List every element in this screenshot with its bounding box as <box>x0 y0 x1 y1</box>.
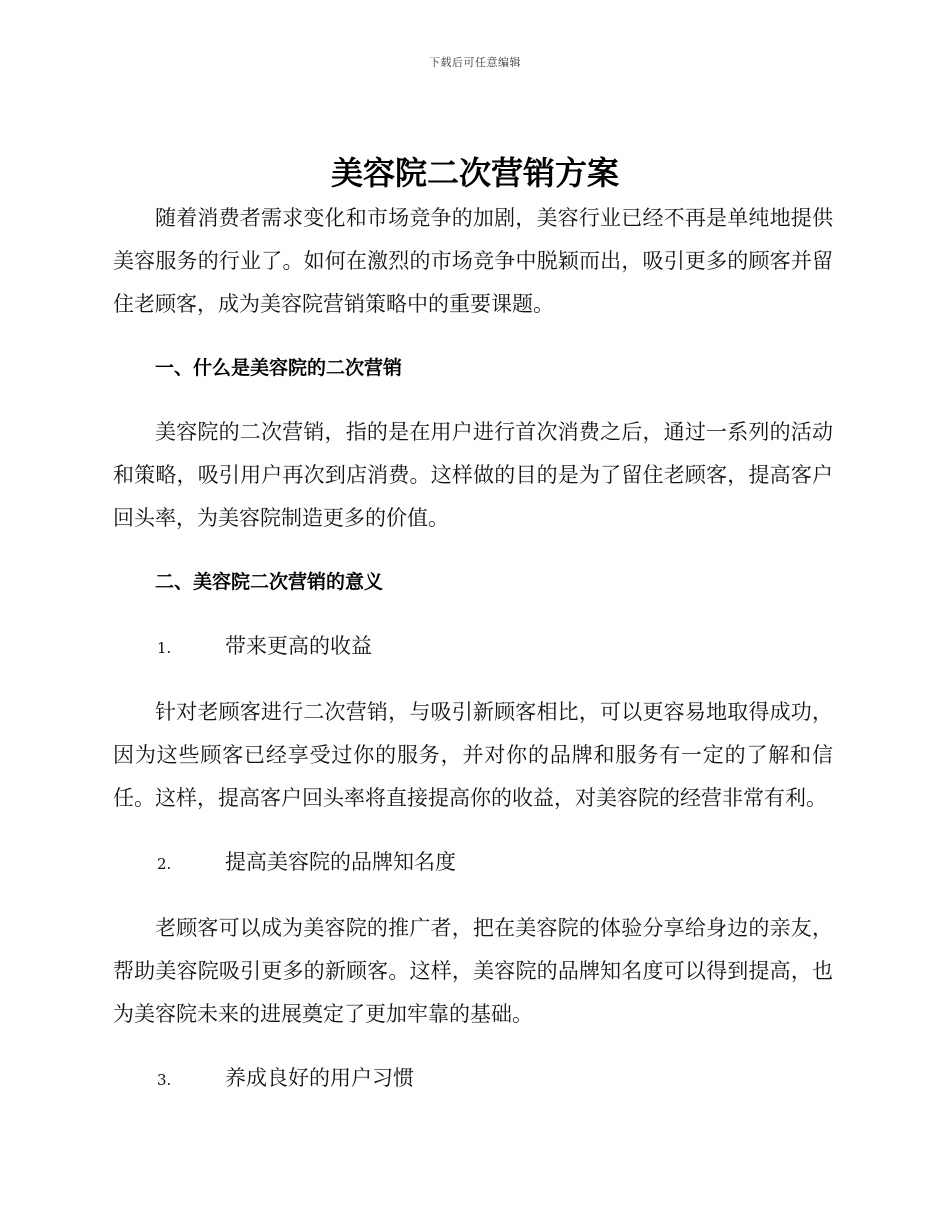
section-heading-1: 一、什么是美容院的二次营销 <box>155 357 403 379</box>
list-item <box>113 841 833 886</box>
list-item <box>113 1057 833 1102</box>
list-item-number: 1. <box>157 639 172 657</box>
section-heading-2: 二、美容院二次营销的意义 <box>155 571 384 593</box>
list-item-paragraph: 老顾客可以成为美容院的推广者，把在美容院的体验分享给身边的亲友，帮助美容院吸引更多的新顾客。这样，美容院的品牌知名度可以得到提高，也为美容院未来的进展奠定了更加牢靠的基础。 <box>113 916 833 1026</box>
document-title: 美容院二次营销方案 <box>330 154 619 192</box>
list-item-number: 2. <box>157 855 172 873</box>
header-note: 下载后可任意编辑 <box>429 56 521 69</box>
list-item-title: 养成良好的用户习惯 <box>225 1066 414 1090</box>
list-item-paragraph: 针对老顾客进行二次营销，与吸引新顾客相比，可以更容易地取得成功，因为这些顾客已经享受过你的服务，并对你的品牌和服务有一定的了解和信任。这样，提高客户回头率将直接提高你的收益，对美容院的经营非常有利。 <box>113 700 833 810</box>
list-item <box>113 625 833 670</box>
list-item-title: 带来更高的收益 <box>225 634 372 658</box>
list-item-title: 提高美容院的品牌知名度 <box>225 850 456 874</box>
intro-paragraph: 随着消费者需求变化和市场竞争的加剧，美容行业已经不再是单纯地提供美容服务的行业了。如何在激烈的市场竞争中脱颖而出，吸引更多的顾客并留住老顾客，成为美容院营销策略中的重要课题。 <box>113 206 833 316</box>
section-1-paragraph: 美容院的二次营销，指的是在用户进行首次消费之后，通过一系列的活动和策略，吸引用户再次到店消费。这样做的目的是为了留住老顾客，提高客户回头率，为美容院制造更多的价值。 <box>113 420 833 530</box>
document-body <box>113 197 833 1123</box>
list-item-number: 3. <box>157 1071 172 1089</box>
